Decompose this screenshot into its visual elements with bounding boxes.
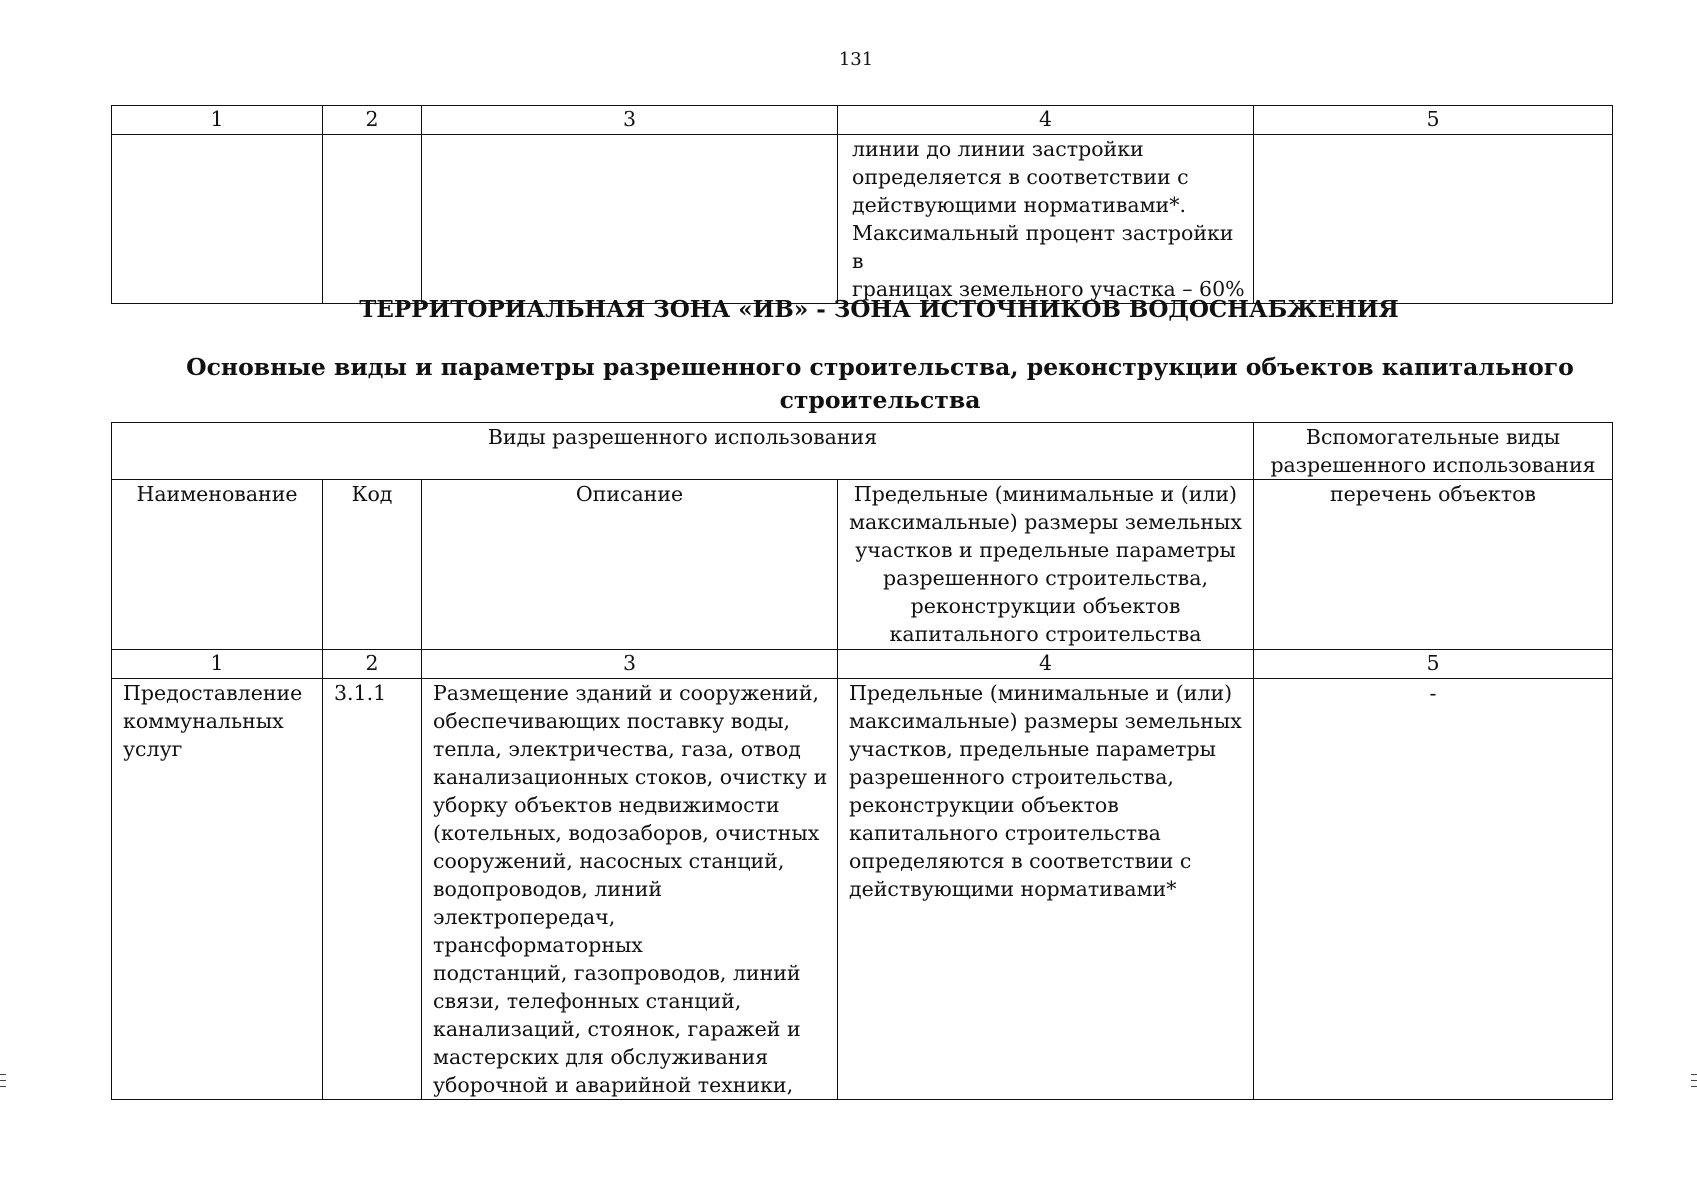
text-line: канализаций, стоянок, гаражей и bbox=[433, 1017, 801, 1041]
cell-description bbox=[422, 679, 838, 1100]
continuation-header-row bbox=[112, 106, 1613, 135]
text-line: максимальные) размеры земельных bbox=[849, 510, 1242, 534]
text-line: связи, телефонных станций, bbox=[433, 989, 742, 1013]
text-line: Максимальный процент застройки в bbox=[852, 221, 1234, 273]
text-line: услуг bbox=[123, 737, 183, 761]
page-number: 131 bbox=[838, 49, 874, 70]
text-line: электропередач, трансформаторных bbox=[433, 905, 643, 957]
scan-edge-mark bbox=[0, 1086, 6, 1087]
text-line: действующими нормативами*. bbox=[852, 193, 1186, 217]
column-header-params bbox=[838, 480, 1254, 650]
text-line: максимальные) размеры земельных bbox=[849, 709, 1242, 733]
table-row bbox=[112, 679, 1613, 1100]
column-number: 5 bbox=[1254, 650, 1613, 679]
column-number: 2 bbox=[323, 650, 422, 679]
text-line: разрешенного строительства, bbox=[883, 566, 1208, 590]
text-line: тепла, электричества, газа, отвод bbox=[433, 737, 801, 761]
text-line: канализационных стоков, очистку и bbox=[433, 765, 828, 789]
text-line: водопроводов, линий bbox=[433, 877, 663, 901]
text-line: Предоставление bbox=[123, 681, 303, 705]
column-header-code: Код bbox=[323, 480, 422, 650]
text-line: коммунальных bbox=[123, 709, 284, 733]
scan-edge-mark bbox=[1691, 1086, 1697, 1087]
text-line: определяется в соответствии с bbox=[852, 165, 1189, 189]
column-number: 1 bbox=[112, 650, 323, 679]
text-line: подстанций, газопроводов, линий bbox=[433, 961, 801, 985]
text-line: реконструкции объектов bbox=[910, 594, 1181, 618]
column-header-description: Описание bbox=[422, 480, 838, 650]
column-header-objects: перечень объектов bbox=[1254, 480, 1613, 650]
continuation-header-cell: 4 bbox=[838, 106, 1254, 135]
column-header-name: Наименование bbox=[112, 480, 323, 650]
continuation-row bbox=[112, 135, 1613, 304]
aux-header bbox=[1254, 423, 1613, 480]
text-line: участков, предельные параметры bbox=[849, 737, 1216, 761]
section-title bbox=[170, 351, 1590, 417]
text-line: линии до линии застройки bbox=[852, 137, 1144, 161]
text-line: разрешенного строительства, bbox=[849, 765, 1174, 789]
main-table bbox=[111, 422, 1613, 1100]
text-line: (котельных, водозаборов, очистных bbox=[433, 821, 820, 845]
section-title-line: Основные виды и параметры разрешенного строительства, реконструкции объектов капитального bbox=[186, 353, 1574, 381]
cell-name bbox=[112, 679, 323, 1100]
continuation-cell-description bbox=[422, 135, 838, 304]
text-line: Размещение зданий и сооружений, bbox=[433, 681, 819, 705]
scan-edge-mark bbox=[1691, 1080, 1697, 1081]
number-row bbox=[112, 650, 1613, 679]
text-line: действующими нормативами* bbox=[849, 877, 1177, 901]
text-line: границах земельного участка – 60% bbox=[852, 277, 1245, 301]
continuation-header-cell: 2 bbox=[323, 106, 422, 135]
scan-edge-mark bbox=[0, 1074, 6, 1075]
text-line: сооружений, насосных станций, bbox=[433, 849, 785, 873]
column-number: 3 bbox=[422, 650, 838, 679]
aux-header-line: разрешенного использования bbox=[1270, 453, 1596, 477]
column-number: 4 bbox=[838, 650, 1254, 679]
continuation-cell-name bbox=[112, 135, 323, 304]
cell-objects: - bbox=[1254, 679, 1613, 1100]
text-line: уборку объектов недвижимости bbox=[433, 793, 780, 817]
continuation-cell-code bbox=[323, 135, 422, 304]
text-line: обеспечивающих поставку воды, bbox=[433, 709, 791, 733]
continuation-header-cell: 5 bbox=[1254, 106, 1613, 135]
continuation-header-cell: 1 bbox=[112, 106, 323, 135]
group-header-row bbox=[112, 423, 1613, 480]
scan-edge-mark bbox=[1691, 1074, 1697, 1075]
group-header: Виды разрешенного использования bbox=[112, 423, 1254, 480]
text-line: определяются в соответствии с bbox=[849, 849, 1192, 873]
continuation-header-cell: 3 bbox=[422, 106, 838, 135]
cell-code: 3.1.1 bbox=[323, 679, 422, 1100]
scan-edge-mark bbox=[0, 1080, 6, 1081]
section-title-line: строительства bbox=[779, 386, 981, 414]
continuation-cell-params bbox=[838, 135, 1254, 304]
text-line: капитального строительства bbox=[889, 622, 1202, 646]
text-line: Предельные (минимальные и (или) bbox=[849, 681, 1233, 705]
column-header-row bbox=[112, 480, 1613, 650]
aux-header-line: Вспомогательные виды bbox=[1305, 425, 1561, 449]
text-line: капитального строительства bbox=[849, 821, 1161, 845]
text-line: мастерских для обслуживания bbox=[433, 1045, 769, 1069]
continuation-table bbox=[111, 105, 1613, 304]
text-line: участков и предельные параметры bbox=[855, 538, 1236, 562]
cell-params bbox=[838, 679, 1254, 1100]
text-line: уборочной и аварийной техники, bbox=[433, 1073, 794, 1097]
continuation-cell-objects bbox=[1254, 135, 1613, 304]
text-line: Предельные (минимальные и (или) bbox=[853, 482, 1238, 506]
zone-title: ТЕРРИТОРИАЛЬНАЯ ЗОНА «ИВ» - ЗОНА ИСТОЧНИКОВ ВОДОСНАБЖЕНИЯ bbox=[359, 296, 1399, 323]
text-line: реконструкции объектов bbox=[849, 793, 1119, 817]
